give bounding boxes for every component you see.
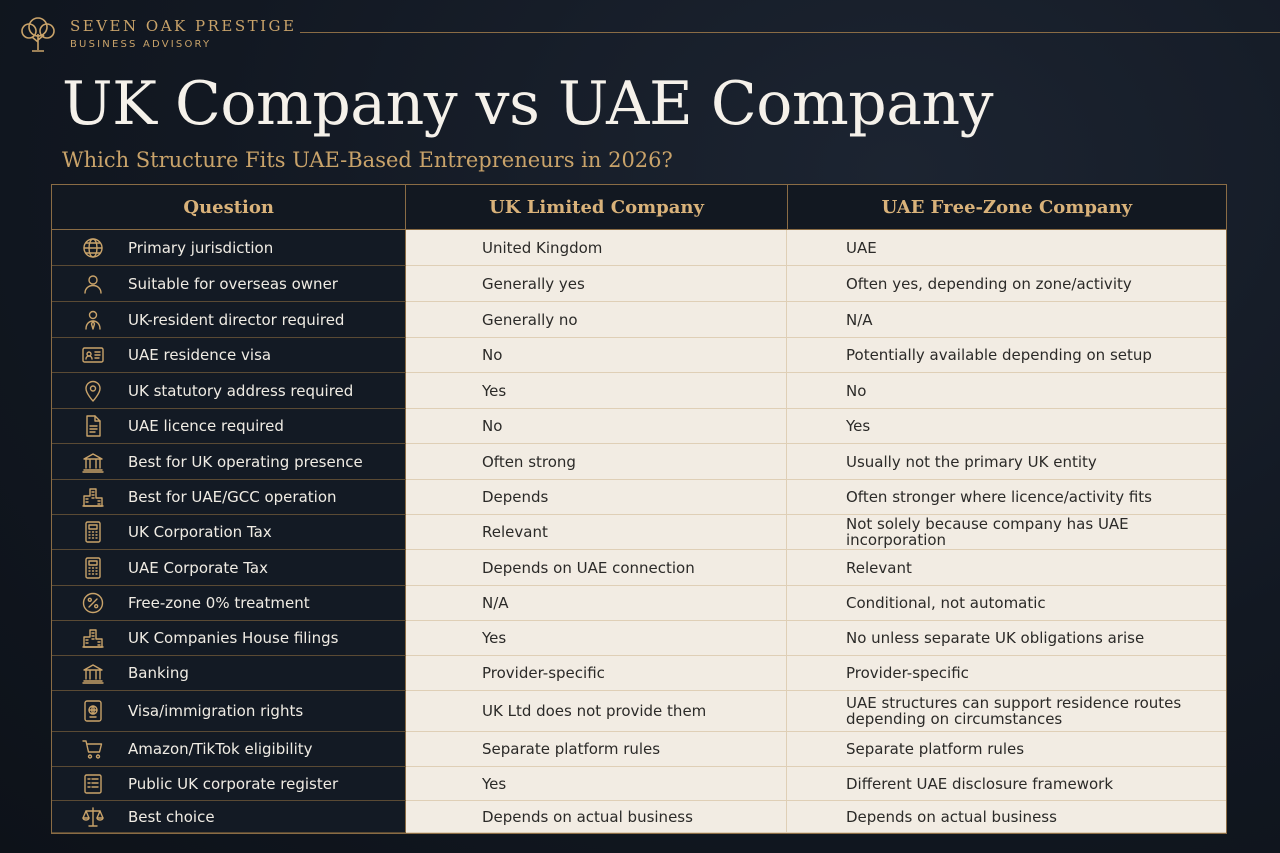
uae-value-cell: No xyxy=(787,373,1226,409)
question-label: UK Companies House filings xyxy=(128,629,339,647)
calculator-icon xyxy=(80,519,106,545)
question-label: UK statutory address required xyxy=(128,381,354,400)
question-cell xyxy=(52,266,406,302)
id-card-icon xyxy=(80,342,106,368)
bank-icon xyxy=(80,660,106,686)
question-label: Suitable for overseas owner xyxy=(128,274,338,293)
header-uk-limited-company: UK Limited Company xyxy=(406,185,787,229)
question-label: Best for UAE/GCC operation xyxy=(128,488,337,506)
uk-value-cell: Often strong xyxy=(406,444,787,480)
uae-value-cell: Depends on actual business xyxy=(787,801,1226,833)
question-cell xyxy=(52,550,406,586)
question-label: UAE licence required xyxy=(128,417,284,435)
uk-value-cell: United Kingdom xyxy=(406,230,787,266)
uae-value-cell: Provider-specific xyxy=(787,656,1226,691)
header-uae-free-zone-company: UAE Free-Zone Company xyxy=(881,196,1133,218)
header-question: Question xyxy=(52,185,406,229)
uk-value-cell: Generally no xyxy=(406,302,787,338)
uae-value-cell: UAE xyxy=(787,230,1226,266)
question-label: Visa/immigration rights xyxy=(128,702,304,720)
uk-value-cell: Generally yes xyxy=(406,266,787,302)
uk-value-cell: Depends on actual business xyxy=(406,801,787,833)
person-icon xyxy=(80,271,106,297)
question-label: Public UK corporate register xyxy=(128,774,339,793)
question-cell xyxy=(52,767,406,801)
table-row xyxy=(52,444,1226,480)
uk-value-cell: Separate platform rules xyxy=(406,732,787,767)
table-row xyxy=(52,767,1226,801)
uae-value-cell: No unless separate UK obligations arise xyxy=(787,621,1226,656)
uk-value-cell: No xyxy=(406,338,787,373)
shopping-cart-icon xyxy=(80,736,106,762)
buildings-icon xyxy=(80,484,106,510)
question-cell xyxy=(52,409,406,444)
uae-value-cell: N/A xyxy=(787,302,1226,338)
question-label: Best for UK operating presence xyxy=(128,452,363,471)
table-row xyxy=(52,621,1226,656)
table-row xyxy=(52,409,1226,444)
question-cell xyxy=(52,302,406,338)
question-cell xyxy=(52,515,406,550)
question-cell xyxy=(52,586,406,621)
buildings-icon xyxy=(80,625,106,651)
uk-value-cell: Provider-specific xyxy=(406,656,787,691)
question-cell xyxy=(52,656,406,691)
header-divider xyxy=(300,32,1280,33)
uk-value-cell: Yes xyxy=(406,621,787,656)
uk-value-cell: Depends on UAE connection xyxy=(406,550,787,586)
table-row xyxy=(52,586,1226,621)
question-label: Primary jurisdiction xyxy=(128,238,274,257)
uae-value-cell: Different UAE disclosure framework xyxy=(787,767,1226,801)
brand-tagline: BUSINESS ADVISORY xyxy=(70,39,212,50)
brand-name: SEVEN OAK PRESTIGE xyxy=(70,17,297,35)
table-body xyxy=(52,230,1226,833)
question-label: Amazon/TikTok eligibility xyxy=(128,740,313,758)
uae-value-cell: Often yes, depending on zone/activity xyxy=(787,266,1226,302)
uae-value-cell: Separate platform rules xyxy=(787,732,1226,767)
oak-tree-icon xyxy=(16,12,60,56)
uae-value-cell: Not solely because company has UAE incorporation xyxy=(787,515,1226,550)
table-header xyxy=(52,185,1226,230)
question-label: Banking xyxy=(128,664,189,682)
document-icon xyxy=(80,413,106,439)
table-row xyxy=(52,691,1226,732)
question-cell xyxy=(52,444,406,480)
director-icon xyxy=(80,307,106,333)
uae-value-cell: Usually not the primary UK entity xyxy=(787,444,1226,480)
question-cell xyxy=(52,230,406,266)
comparison-table xyxy=(51,184,1227,834)
bank-icon xyxy=(80,449,106,475)
question-label: Free-zone 0% treatment xyxy=(128,594,310,612)
calculator-icon xyxy=(80,555,106,581)
table-row xyxy=(52,266,1226,302)
uk-value-cell: Yes xyxy=(406,767,787,801)
globe-icon xyxy=(80,235,106,261)
question-cell xyxy=(52,480,406,515)
question-cell xyxy=(52,373,406,409)
uae-value-cell: UAE structures can support residence routes depending on circumstances xyxy=(787,691,1226,732)
uk-value-cell: No xyxy=(406,409,787,444)
uae-value-cell: Relevant xyxy=(787,550,1226,586)
uae-value-cell: Often stronger where licence/activity fits xyxy=(787,480,1226,515)
table-row xyxy=(52,302,1226,338)
table-row xyxy=(52,373,1226,409)
table-row xyxy=(52,732,1226,767)
question-cell xyxy=(52,338,406,373)
question-label: UK Corporation Tax xyxy=(128,523,272,541)
passport-icon xyxy=(80,698,106,724)
question-cell xyxy=(52,732,406,767)
page-title: UK Company vs UAE Company xyxy=(62,69,994,139)
page-subtitle: Which Structure Fits UAE-Based Entrepreneurs in 2026? xyxy=(62,148,673,172)
table-row xyxy=(52,515,1226,550)
uk-value-cell: Relevant xyxy=(406,515,787,550)
question-cell xyxy=(52,621,406,656)
table-row xyxy=(52,801,1226,833)
question-label: UAE Corporate Tax xyxy=(128,558,268,577)
table-row xyxy=(52,550,1226,586)
uk-value-cell: Yes xyxy=(406,373,787,409)
register-icon xyxy=(80,771,106,797)
brand xyxy=(16,12,296,56)
question-label: UK-resident director required xyxy=(128,310,345,329)
table-row xyxy=(52,480,1226,515)
question-cell xyxy=(52,691,406,732)
uk-value-cell: UK Ltd does not provide them xyxy=(406,691,787,732)
question-cell xyxy=(52,801,406,833)
table-row xyxy=(52,230,1226,266)
uk-value-cell: N/A xyxy=(406,586,787,621)
uae-value-cell: Potentially available depending on setup xyxy=(787,338,1226,373)
question-label: UAE residence visa xyxy=(128,346,272,364)
table-row xyxy=(52,656,1226,691)
question-label: Best choice xyxy=(128,807,215,826)
table-row xyxy=(52,338,1226,373)
uk-value-cell: Depends xyxy=(406,480,787,515)
uae-value-cell: Yes xyxy=(787,409,1226,444)
location-pin-icon xyxy=(80,378,106,404)
scales-icon xyxy=(80,804,106,830)
uae-value-cell: Conditional, not automatic xyxy=(787,586,1226,621)
percent-icon xyxy=(80,590,106,616)
